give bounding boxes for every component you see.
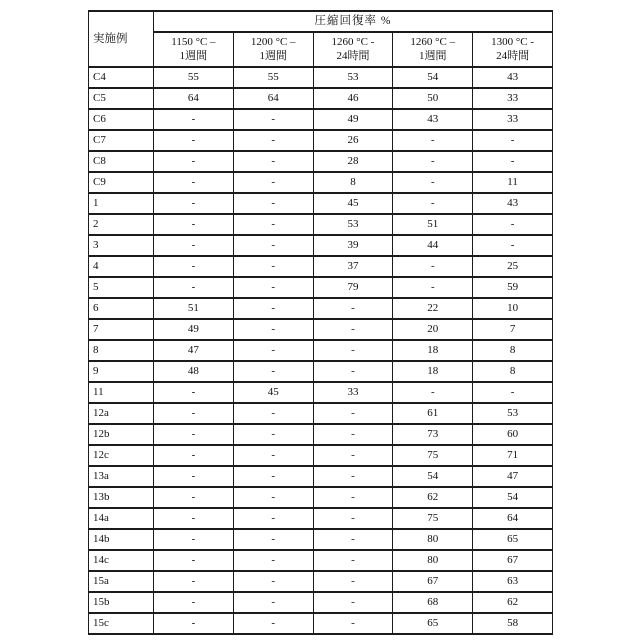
value-cell: 61 (393, 403, 473, 424)
example-label-cell: 14a (89, 508, 154, 529)
example-label-cell: 15a (89, 571, 154, 592)
value-cell: - (233, 319, 313, 340)
value-cell: - (154, 529, 234, 550)
value-cell: 53 (313, 67, 393, 88)
example-label-cell: C9 (89, 172, 154, 193)
value-cell: - (233, 592, 313, 613)
value-cell: - (154, 403, 234, 424)
example-label-cell: 2 (89, 214, 154, 235)
value-cell: 25 (473, 256, 553, 277)
value-cell: 51 (154, 298, 234, 319)
table-row (89, 382, 553, 403)
value-cell: - (154, 235, 234, 256)
value-cell: 67 (393, 571, 473, 592)
value-cell: 55 (154, 67, 234, 88)
value-cell: 8 (313, 172, 393, 193)
table-row (89, 67, 553, 88)
value-cell: - (233, 403, 313, 424)
table-row (89, 151, 553, 172)
value-cell: 33 (313, 382, 393, 403)
value-cell: 46 (313, 88, 393, 109)
value-cell: - (313, 508, 393, 529)
table-row (89, 403, 553, 424)
value-cell: - (233, 361, 313, 382)
value-cell: - (313, 340, 393, 361)
table-row (89, 130, 553, 151)
value-cell: - (233, 151, 313, 172)
example-label-cell: 3 (89, 235, 154, 256)
value-cell: 47 (154, 340, 234, 361)
table-row (89, 319, 553, 340)
temperature-column-header: 1260 °C - 24時間 (313, 32, 393, 67)
table-row (89, 424, 553, 445)
value-cell: 28 (313, 151, 393, 172)
value-cell: 11 (473, 172, 553, 193)
table-row (89, 466, 553, 487)
temperature-column-header: 1300 °C - 24時間 (473, 32, 553, 67)
value-cell: 53 (473, 403, 553, 424)
example-label-cell: 12a (89, 403, 154, 424)
value-cell: - (154, 466, 234, 487)
value-cell: - (154, 592, 234, 613)
value-cell: 62 (473, 592, 553, 613)
value-cell: 65 (473, 529, 553, 550)
value-cell: - (154, 214, 234, 235)
value-cell: - (313, 319, 393, 340)
value-cell: - (233, 214, 313, 235)
example-label-cell: 9 (89, 361, 154, 382)
value-cell: 20 (393, 319, 473, 340)
value-cell: 49 (313, 109, 393, 130)
value-cell: 60 (473, 424, 553, 445)
value-cell: 43 (393, 109, 473, 130)
value-cell: - (154, 256, 234, 277)
value-cell: 43 (473, 67, 553, 88)
value-cell: 75 (393, 445, 473, 466)
value-cell: 43 (473, 193, 553, 214)
table-row (89, 613, 553, 634)
value-cell: - (313, 571, 393, 592)
value-cell: 8 (473, 361, 553, 382)
value-cell: - (313, 403, 393, 424)
example-label-cell: C5 (89, 88, 154, 109)
table-row (89, 361, 553, 382)
value-cell: 55 (233, 67, 313, 88)
value-cell: 64 (473, 508, 553, 529)
value-cell: 58 (473, 613, 553, 634)
value-cell: - (233, 256, 313, 277)
value-cell: - (313, 487, 393, 508)
value-cell: 47 (473, 466, 553, 487)
value-cell: 64 (233, 88, 313, 109)
value-cell: - (473, 382, 553, 403)
value-cell: 37 (313, 256, 393, 277)
example-label-cell: 15c (89, 613, 154, 634)
value-cell: 65 (393, 613, 473, 634)
value-cell: 71 (473, 445, 553, 466)
value-cell: - (393, 151, 473, 172)
value-cell: - (233, 193, 313, 214)
temperature-column-header: 1150 °C – 1週間 (154, 32, 234, 67)
value-cell: - (233, 109, 313, 130)
value-cell: - (393, 256, 473, 277)
example-label-cell: C8 (89, 151, 154, 172)
value-cell: - (233, 130, 313, 151)
value-cell: - (313, 613, 393, 634)
table-row (89, 571, 553, 592)
value-cell: - (393, 382, 473, 403)
table-header (89, 11, 553, 67)
temperature-column-header: 1260 °C – 1週間 (393, 32, 473, 67)
table-row (89, 340, 553, 361)
value-cell: - (154, 172, 234, 193)
value-cell: 51 (393, 214, 473, 235)
example-label-cell: 13b (89, 487, 154, 508)
value-cell: 45 (233, 382, 313, 403)
table-title: 圧縮回復率 % (154, 11, 553, 32)
value-cell: - (233, 445, 313, 466)
value-cell: 63 (473, 571, 553, 592)
value-cell: 64 (154, 88, 234, 109)
value-cell: 18 (393, 340, 473, 361)
value-cell: - (313, 592, 393, 613)
value-cell: 80 (393, 529, 473, 550)
table-row (89, 298, 553, 319)
example-label-cell: 1 (89, 193, 154, 214)
value-cell: 62 (393, 487, 473, 508)
temperature-column-header: 1200 °C – 1週間 (233, 32, 313, 67)
value-cell: - (154, 487, 234, 508)
table-row (89, 487, 553, 508)
value-cell: - (154, 613, 234, 634)
value-cell: 59 (473, 277, 553, 298)
value-cell: 53 (313, 214, 393, 235)
value-cell: - (233, 508, 313, 529)
table-row (89, 88, 553, 109)
value-cell: 73 (393, 424, 473, 445)
value-cell: - (233, 340, 313, 361)
value-cell: - (154, 424, 234, 445)
example-label-cell: C6 (89, 109, 154, 130)
value-cell: - (154, 151, 234, 172)
value-cell: - (313, 445, 393, 466)
value-cell: 54 (393, 466, 473, 487)
value-cell: - (233, 424, 313, 445)
table-row (89, 550, 553, 571)
value-cell: - (473, 151, 553, 172)
example-label-cell: 12b (89, 424, 154, 445)
example-label-cell: 8 (89, 340, 154, 361)
title-row (89, 11, 553, 32)
value-cell: - (233, 298, 313, 319)
value-cell: 54 (393, 67, 473, 88)
value-cell: - (233, 529, 313, 550)
column-header-row (89, 32, 553, 67)
example-label-cell: 14c (89, 550, 154, 571)
value-cell: 45 (313, 193, 393, 214)
example-label-cell: C4 (89, 67, 154, 88)
example-label-cell: 14b (89, 529, 154, 550)
value-cell: 80 (393, 550, 473, 571)
value-cell: - (233, 466, 313, 487)
value-cell: - (313, 361, 393, 382)
value-cell: - (154, 277, 234, 298)
example-label-cell: 6 (89, 298, 154, 319)
value-cell: 54 (473, 487, 553, 508)
example-label-cell: 15b (89, 592, 154, 613)
value-cell: - (473, 130, 553, 151)
value-cell: - (154, 445, 234, 466)
value-cell: - (393, 172, 473, 193)
value-cell: - (154, 193, 234, 214)
value-cell: 22 (393, 298, 473, 319)
table-row (89, 172, 553, 193)
example-label-cell: C7 (89, 130, 154, 151)
example-label-cell: 13a (89, 466, 154, 487)
value-cell: - (233, 487, 313, 508)
value-cell: - (154, 508, 234, 529)
value-cell: 68 (393, 592, 473, 613)
value-cell: 39 (313, 235, 393, 256)
value-cell: - (313, 298, 393, 319)
value-cell: 75 (393, 508, 473, 529)
table-row (89, 109, 553, 130)
value-cell: 49 (154, 319, 234, 340)
example-label-cell: 7 (89, 319, 154, 340)
value-cell: - (233, 172, 313, 193)
value-cell: 33 (473, 109, 553, 130)
value-cell: - (313, 424, 393, 445)
value-cell: 44 (393, 235, 473, 256)
value-cell: - (154, 130, 234, 151)
value-cell: - (313, 466, 393, 487)
value-cell: - (233, 550, 313, 571)
table-row (89, 592, 553, 613)
example-label-cell: 11 (89, 382, 154, 403)
value-cell: - (393, 130, 473, 151)
value-cell: - (233, 235, 313, 256)
value-cell: - (154, 382, 234, 403)
compression-recovery-table (88, 10, 553, 635)
value-cell: 8 (473, 340, 553, 361)
value-cell: - (473, 214, 553, 235)
value-cell: 18 (393, 361, 473, 382)
table-row (89, 277, 553, 298)
value-cell: - (154, 571, 234, 592)
value-cell: 50 (393, 88, 473, 109)
value-cell: - (154, 109, 234, 130)
table-row (89, 445, 553, 466)
value-cell: - (393, 193, 473, 214)
example-label-cell: 12c (89, 445, 154, 466)
value-cell: 67 (473, 550, 553, 571)
value-cell: 33 (473, 88, 553, 109)
value-cell: - (313, 550, 393, 571)
table-row (89, 508, 553, 529)
value-cell: 26 (313, 130, 393, 151)
value-cell: 48 (154, 361, 234, 382)
table-row (89, 256, 553, 277)
table-row (89, 235, 553, 256)
value-cell: 10 (473, 298, 553, 319)
example-label-cell: 5 (89, 277, 154, 298)
value-cell: - (233, 613, 313, 634)
value-cell: - (154, 550, 234, 571)
value-cell: 7 (473, 319, 553, 340)
value-cell: - (473, 235, 553, 256)
table-row (89, 193, 553, 214)
value-cell: - (393, 277, 473, 298)
table-row (89, 529, 553, 550)
value-cell: - (313, 529, 393, 550)
table-body (89, 67, 553, 634)
value-cell: 79 (313, 277, 393, 298)
example-label-cell: 4 (89, 256, 154, 277)
example-column-header: 実施例 (89, 11, 154, 67)
table-row (89, 214, 553, 235)
value-cell: - (233, 277, 313, 298)
value-cell: - (233, 571, 313, 592)
